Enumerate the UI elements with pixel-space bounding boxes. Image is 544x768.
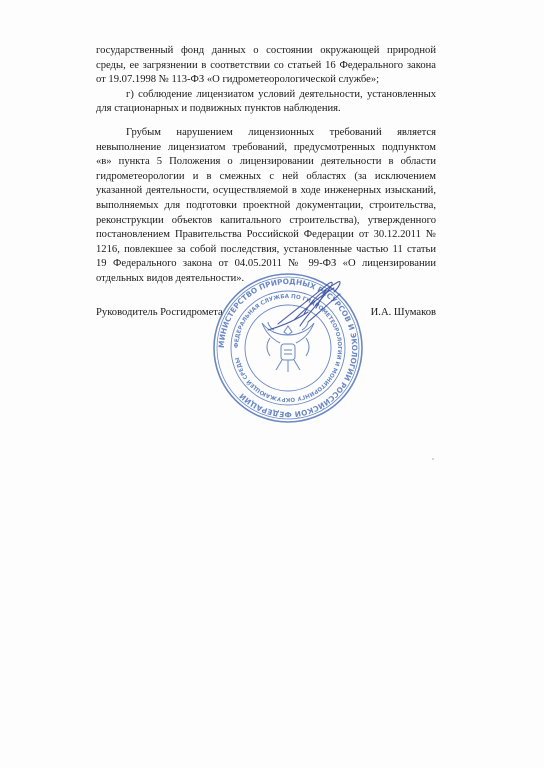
paragraph-item-g: г) соблюдение лицензиатом условий деятельности, установленных для стационарных и подвижных пунктов наблюдения. <box>96 88 436 115</box>
official-stamp <box>208 268 368 428</box>
stamp-inner-ring <box>245 305 331 391</box>
document-body <box>96 44 436 287</box>
svg-text:ФЕДЕРАЛЬНАЯ СЛУЖБА ПО ГИДРОМЕТ <box>234 294 342 402</box>
paragraph-violation: Грубым нарушением лицензионных требований является невыполнение лицензиатом требований, предусмотренных подпунктом «в» пункта 5 Положения о лицензировании деятельности в области гидрометеорологии и в смежных с ней областях (за исключением указанной деятельности, осуществляемой в ходе инженерных изысканий, выполняемых для подготовки проектной документации, строительства, реконструкции объектов капитального строительства), утвержденного постановлением Правительства Российской Федерации от 30.12.2011 № 1216, повлекшее за собой последствия, установленные частью 11 статьи 19 Федерального закона от 04.05.2011 № 99-ФЗ «О лицензировании отдельных видов деятельности». <box>96 126 436 284</box>
stamp-inner-text: ФЕДЕРАЛЬНАЯ СЛУЖБА ПО ГИДРОМЕТЕОРОЛОГИИ И МОНИТОРИНГУ ОКРУЖАЮЩЕЙ СРЕДЫ <box>233 293 343 403</box>
signatory-position: Руководитель Росгидромета <box>96 307 223 318</box>
signatory-name: И.А. Шумаков <box>370 307 436 318</box>
paragraph-fund: государственный фонд данных о состоянии окружающей природной среды, ее загрязнении в соответствии со статьей 16 Федерального закона от 19.07.1998 № 113-ФЗ «О гидрометеорологической службе»; <box>96 45 436 86</box>
scan-artifact <box>432 458 434 460</box>
stamp-outer-text: МИНИСТЕРСТВО ПРИРОДНЫХ РЕСУРСОВ И ЭКОЛОГИИ РОССИЙСКОЙ ФЕДЕРАЦИИ <box>216 276 360 420</box>
stamp-middle-ring <box>231 291 345 405</box>
